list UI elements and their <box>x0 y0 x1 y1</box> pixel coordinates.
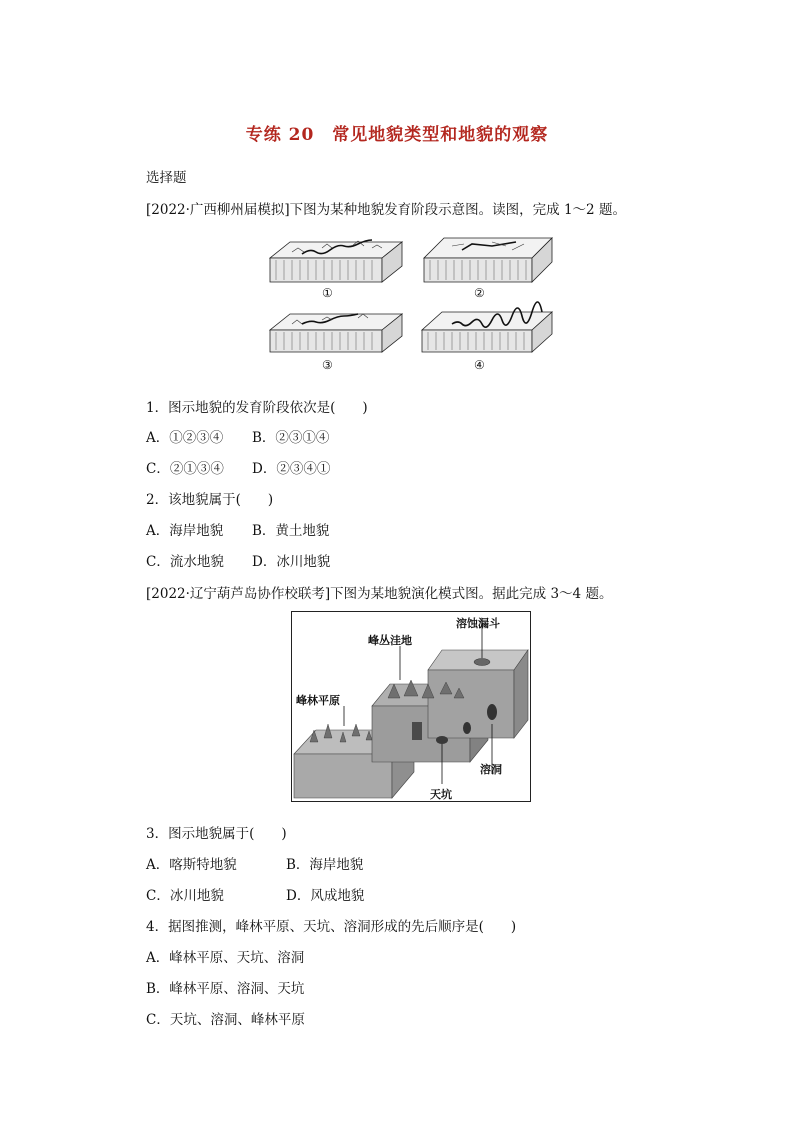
group1-intro: [2022·广西柳州届模拟]下图为某种地貌发育阶段示意图。读图，完成 1～2 题。 <box>146 202 626 218</box>
figure-label-2: ② <box>474 286 485 300</box>
q3-option-c: C．冰川地貌 <box>146 888 224 904</box>
label-tiankeng: 天坑 <box>430 788 452 801</box>
group2-intro: [2022·辽宁葫芦岛协作校联考]下图为某地貌演化模式图。据此完成 3～4 题。 <box>146 586 613 602</box>
q4-option-c: C．天坑、溶洞、峰林平原 <box>146 1012 305 1028</box>
q2-option-b: B．黄土地貌 <box>252 523 330 539</box>
q3-option-b: B．海岸地貌 <box>286 857 364 873</box>
q4-stem: 4．据图推测，峰林平原、天坑、溶洞形成的先后顺序是( ) <box>146 919 517 935</box>
q2-stem: 2．该地貌属于( ) <box>146 492 274 508</box>
q1-option-d: D．②③④① <box>252 461 331 477</box>
label-rongdong: 溶洞 <box>480 763 502 776</box>
q2-option-c: C．流水地貌 <box>146 554 224 570</box>
q4-option-a: A．峰林平原、天坑、溶洞 <box>146 950 305 966</box>
label-fenglin-pingyuan: 峰林平原 <box>296 694 340 707</box>
landform-stages-figure <box>262 228 562 376</box>
karst-evolution-figure <box>291 611 531 802</box>
page-title: 专练 20 常见地貌类型和地貌的观察 <box>245 125 549 145</box>
label-fengcong-wadi: 峰丛洼地 <box>368 634 412 647</box>
q1-option-c: C．②①③④ <box>146 461 224 477</box>
figure-label-3: ③ <box>322 358 333 372</box>
label-rongshi-loudou: 溶蚀漏斗 <box>456 617 500 630</box>
q1-option-a: A．①②③④ <box>146 430 224 446</box>
figure-label-1: ① <box>322 286 333 300</box>
figure-label-4: ④ <box>474 358 485 372</box>
q2-option-d: D．冰川地貌 <box>252 554 331 570</box>
landform-stages-drawing <box>262 228 562 376</box>
q1-option-b: B．②③①④ <box>252 430 330 446</box>
q2-option-a: A．海岸地貌 <box>146 523 224 539</box>
q4-option-b: B．峰林平原、溶洞、天坑 <box>146 981 305 997</box>
section-heading: 选择题 <box>146 170 187 186</box>
q3-option-a: A．喀斯特地貌 <box>146 857 237 873</box>
q3-stem: 3．图示地貌属于( ) <box>146 826 287 842</box>
q3-option-d: D．风成地貌 <box>286 888 365 904</box>
q1-stem: 1．图示地貌的发育阶段依次是( ) <box>146 400 368 416</box>
